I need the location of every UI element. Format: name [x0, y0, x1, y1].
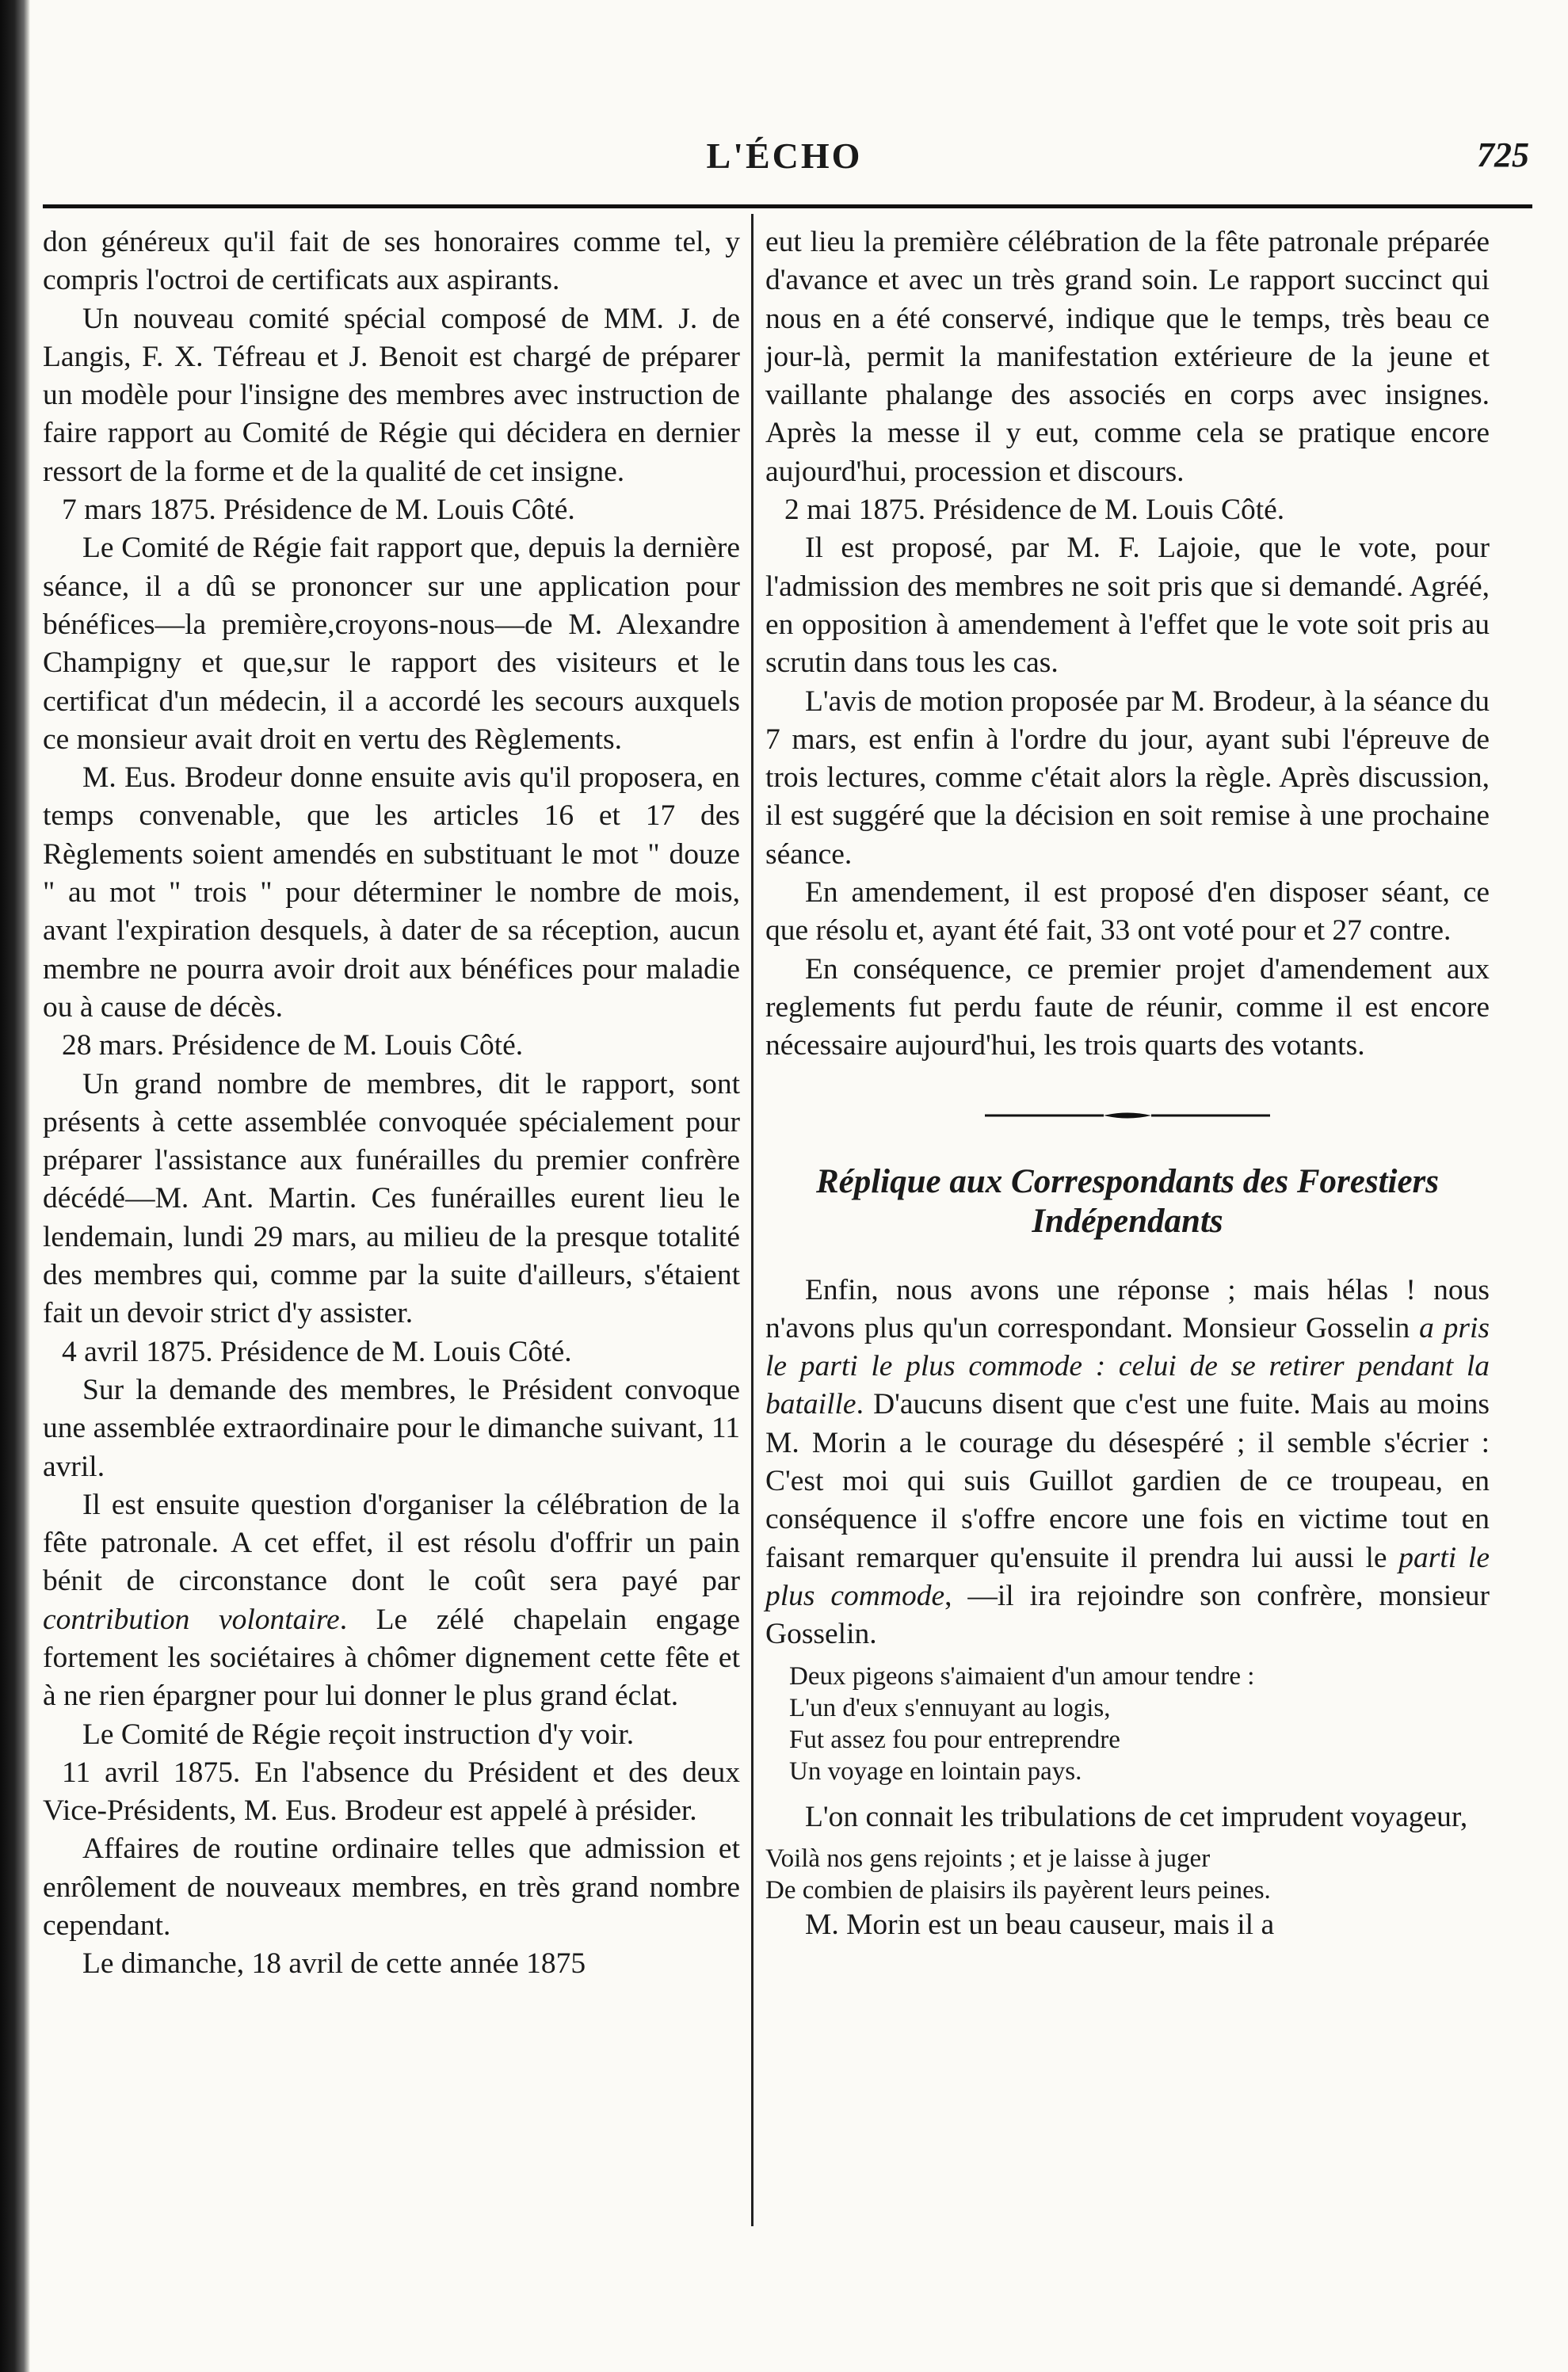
column-divider — [751, 214, 753, 2226]
paragraph: Le dimanche, 18 avril de cette année 1875 — [82, 1947, 586, 1981]
paragraph: Il est proposé, par M. F. Lajoie, que le vote, pour l'admission des membres ne soit pris que si demandé. Agréé, en opposition à amendement à l'effet que le vote soit pris au scrutin dans tous les cas. — [765, 532, 1490, 680]
paragraph: Sur la demande des membres, le Président convoque une assemblée extraordinaire pour le dimanche suivant, 11 avril. — [43, 1373, 740, 1483]
emphasis-text: contribution volontaire — [43, 1603, 340, 1636]
paragraph: L'on connait les tribulations de cet imprudent voyageur, — [805, 1800, 1468, 1833]
paragraph: Le Comité de Régie fait rapport que, depuis la dernière séance, il a dû se prononcer sur une application pour bénéfices—la première,croyons-nous—de M. Alexandre Champigny et que,sur le rapport des visiteurs et le certificat d'un médecin, il a accordé les secours auxquels ce monsieur avait droit en vertu des Règlements. — [43, 532, 740, 756]
paragraph: L'avis de motion proposée par M. Brodeur, à la séance du 7 mars, est enfin à l'ordre du jour, ayant subi l'épreuve de trois lectures, comme c'était alors la règle. Après discussion, il est suggéré que la décision en soit remise à une prochaine séance. — [765, 685, 1490, 871]
text-run: Enfin, nous avons une réponse ; mais hélas ! nous n'avons plus qu'un correspondant. Monsieur Gosselin — [765, 1273, 1490, 1344]
paragraph: M. Morin est un beau causeur, mais il a — [805, 1908, 1275, 1941]
paragraph: En amendement, il est proposé d'en disposer séant, ce que résolu et, ayant été fait, 33 ont voté pour et 27 contre. — [765, 876, 1490, 948]
emphasis-text: a pris le parti le plus commode : celui de se retirer pendant la bataille — [765, 1311, 1490, 1421]
running-title: L'ÉCHO — [706, 135, 863, 176]
paragraph: Un grand nombre de membres, dit le rapport, sont présents à cette assemblée convoquée spécialement pour préparer l'assistance aux funérailles du premier confrère décédé—M. Ant. Martin. Ces funérailles eurent lieu le lendemain, lundi 29 mars, au milieu de la presque totalité des membres qui, comme par la suite d'ailleurs, s'étaient fait un devoir strict d'y assister. — [43, 1067, 740, 1330]
paragraph: Le Comité de Régie reçoit instruction d'y voir. — [82, 1718, 635, 1751]
poem-line: Deux pigeons s'aimaient d'un amour tendre : — [789, 1661, 1255, 1691]
poem-line: Un voyage en lointain pays. — [789, 1756, 1082, 1786]
minutes-date-line: 7 mars 1875. Présidence de M. Louis Côté. — [62, 494, 575, 527]
verse-quote — [765, 1843, 1490, 1906]
text-run: . D'aucuns disent que c'est une fuite. Mais au moins M. Morin a le courage du désespéré ; il semble s'écrier : C'est moi qui suis Guillot gardien de ce troupeau, en conséquence il s'offre encore une fois en victime tout en faisant remarquer qu'ensuite il prendra lui aussi le — [765, 1388, 1490, 1574]
section-heading-line: Indépendants — [1032, 1202, 1223, 1240]
text-run: . Le zélé chapelain engage fortement les sociétaires à chômer dignement cette fête et à ne rien épargner pour lui donner le plus grand éclat. — [43, 1603, 740, 1713]
verse-line: Voilà nos gens rejoints ; et je laisse à juger — [765, 1844, 1211, 1873]
poem-line: Fut assez fou pour entreprendre — [789, 1725, 1120, 1754]
paragraph — [765, 1272, 1490, 1654]
text-run: Il est ensuite question d'organiser la célébration de la fête patronale. A cet effet, il est résolu d'offrir un pain bénit de circonstance dont le coût sera payé par — [43, 1488, 740, 1598]
paragraph: En conséquence, ce premier projet d'amendement aux reglements fut perdu faute de réunir, comme il est encore nécessaire aujourd'hui, les trois quarts des votants. — [765, 952, 1490, 1062]
verse-line: De combien de plaisirs ils payèrent leurs peines. — [765, 1875, 1271, 1905]
paragraph: don généreux qu'il fait de ses honoraires comme tel, y compris l'octroi de certificats aux aspirants. — [43, 226, 740, 297]
minutes-date-line: 28 mars. Présidence de M. Louis Côté. — [62, 1029, 524, 1062]
left-column — [43, 223, 740, 1984]
paragraph: M. Eus. Brodeur donne ensuite avis qu'il proposera, en temps convenable, que les articles 16 et 17 des Règlements soient amendés en substituant le mot " douze " au mot " trois " pour déterminer le nombre de mois, avant l'expiration desquels, à dater de sa réception, aucun membre ne pourra avoir droit aux bénéfices pour maladie ou à cause de décès. — [43, 761, 740, 1024]
poem-quote — [789, 1661, 1490, 1787]
paragraph: Affaires de routine ordinaire telles que admission et enrôlement de nouveaux membres, en très grand nombre cependant. — [43, 1832, 740, 1943]
paragraph: Un nouveau comité spécial composé de MM. J. de Langis, F. X. Téfreau et J. Benoit est chargé de préparer un modèle pour l'insigne des membres avec instruction de faire rapport au Comité de Régie qui décidera en dernier ressort de la forme et de la qualité de cet insigne. — [43, 302, 740, 488]
section-heading — [765, 1162, 1490, 1241]
emphasis-text: parti le plus commode — [765, 1541, 1490, 1612]
minutes-date-line: 2 mai 1875. Présidence de M. Louis Côté. — [784, 494, 1285, 527]
page-binding-shadow — [0, 0, 30, 2372]
section-divider-ornament — [985, 1110, 1270, 1121]
page-header — [40, 119, 1529, 174]
section-heading-line: Réplique aux Correspondants des Forestiers — [815, 1162, 1440, 1200]
text-run: , —il ira rejoindre son confrère, monsieur Gosselin. — [765, 1579, 1490, 1651]
header-rule — [43, 204, 1532, 208]
minutes-date-line: 4 avril 1875. Présidence de M. Louis Côté. — [62, 1335, 572, 1368]
paragraph: eut lieu la première célébration de la fête patronale préparée d'avance et avec un très grand soin. Le rapport succinct qui nous en a été conservé, indique que le temps, très beau ce jour-là, permit la manifestation extérieure de la jeune et vaillante phalange des associés en corps avec insignes. Après la messe il y eut, comme cela se pratique encore aujourd'hui, procession et discours. — [765, 226, 1490, 488]
paragraph — [43, 1486, 740, 1716]
page-number: 725 — [1477, 135, 1529, 174]
poem-line: L'un d'eux s'ennuyant au logis, — [789, 1693, 1111, 1722]
right-column — [765, 223, 1490, 1944]
minutes-date-line: 11 avril 1875. En l'absence du Président et des deux Vice-Présidents, M. Eus. Brodeur est appelé à présider. — [43, 1756, 740, 1828]
